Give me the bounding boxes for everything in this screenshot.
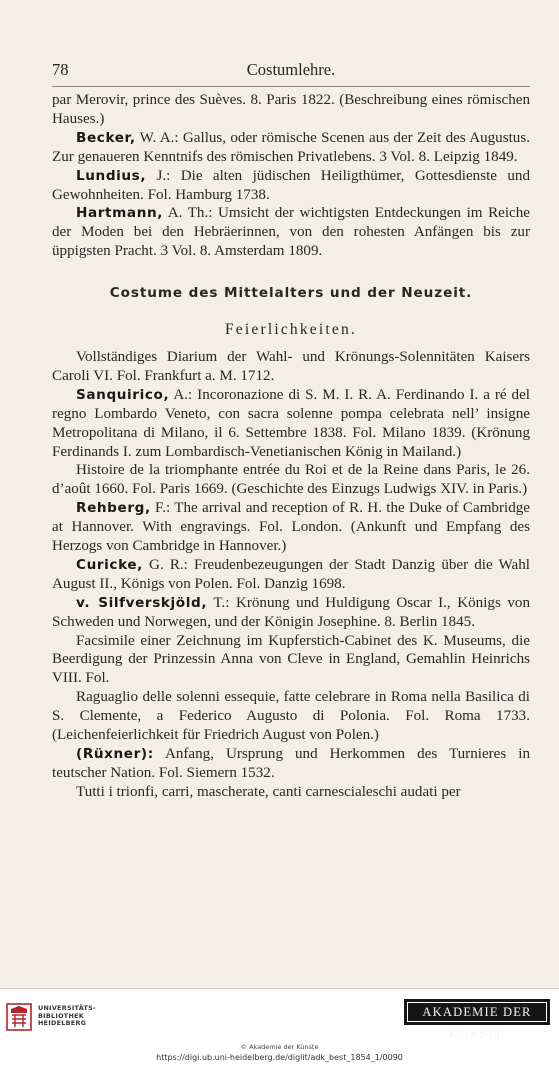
bibliography-paragraph bbox=[52, 461, 530, 499]
entry-author: Sanquirico, bbox=[76, 386, 170, 403]
entry-text: W. A.: Gallus, oder römische Scenen aus der Zeit des Augustus. Zur genaueren Kenntnifs des römischen Privatlebens. 3 Vol. 8. Leipzig 1849. bbox=[52, 129, 530, 165]
bibliography-entry bbox=[52, 499, 530, 556]
bibliography-entry bbox=[52, 204, 530, 261]
entry-author: Hartmann, bbox=[76, 205, 164, 222]
entry-author: Curicke, bbox=[76, 556, 143, 573]
page-number: 78 bbox=[52, 60, 69, 79]
copyright-notice: © Akademie der Künste bbox=[240, 1043, 319, 1051]
university-library-logo[interactable] bbox=[6, 999, 146, 1039]
bibliography-entry bbox=[52, 594, 530, 632]
entry-text: J.: Die alten jüdischen Heiligthümer, Gottesdienste und Gewohnheiten. Fol. Hamburg 1738. bbox=[52, 167, 530, 203]
permalink-url[interactable]: https://digi.ub.uni-heidelberg.de/diglit/adk_best_1854_1/0090 bbox=[156, 1053, 403, 1062]
entry-author: (Rüxner): bbox=[76, 746, 154, 762]
bibliography-paragraph bbox=[52, 688, 530, 745]
entry-text: T.: Krönung und Huldigung Oscar I., Königs von Schweden und Norwegen, und der Königin Josephine. 8. Berlin 1845. bbox=[52, 594, 531, 630]
page-header bbox=[52, 60, 530, 84]
bibliography-entry bbox=[52, 556, 530, 594]
entry-text: Histoire de la triomphante entrée du Roi et de la Reine dans Paris, le 26. d’août 1660. Fol. Paris 1669. (Geschichte des Einzugs Ludwigs XIV. in Paris.) bbox=[52, 462, 530, 498]
bibliography-paragraph bbox=[52, 348, 530, 386]
bibliography-entry bbox=[52, 129, 530, 167]
bibliography-paragraph bbox=[52, 783, 530, 802]
entry-author: v. Silfverskjöld, bbox=[76, 594, 208, 611]
entry-text: Tutti i trionfi, carri, mascherate, canti carnescialeschi audati per bbox=[76, 783, 461, 800]
bibliography-entry bbox=[52, 167, 530, 205]
viewer-footer bbox=[0, 988, 559, 1066]
entry-text: F.: The arrival and reception of R. H. the Duke of Cambridge at Hannover. With engravings. Fol. London. (Ankunft und Empfang des Herzogs von Cambridge in Hannover.) bbox=[52, 500, 530, 555]
entry-text: G. R.: Freudenbezeugungen der Stadt Danzig über die Wahl August II., Königs von Polen. Fol. Danzig 1698. bbox=[52, 556, 530, 592]
entry-text: par Merovir, prince des Suèves. 8. Paris 1822. (Beschreibung eines römischen Hauses.) bbox=[52, 92, 530, 127]
entry-text: Facsimile einer Zeichnung im Kupferstich-Cabinet des K. Museums, die Beerdigung der Prinzessin Anna von Cleve in England, Gemahlin Heinrichs VIII. Fol. bbox=[52, 632, 530, 687]
akademie-der-kuenste-badge[interactable]: AKADEMIE DER KÜNSTE bbox=[404, 999, 550, 1025]
library-logo-icon bbox=[6, 1003, 32, 1031]
entry-text: Vollständiges Diarium der Wahl- und Krönungs-Solennitäten Kaisers Caroli VI. Fol. Frankfurt a. M. 1712. bbox=[52, 348, 530, 384]
continued-paragraph bbox=[52, 91, 530, 129]
entry-text: Raguaglio delle solenni essequie, fatte celebrare in Roma nella Basilica di S. Clemente, a Federico Augusto di Polonia. Fol. Roma 1733. (Leichenfeierlichkeit für Friedrich August von Polen.) bbox=[52, 689, 530, 744]
section-heading: Costume des Mittelalters und der Neuzeit. bbox=[109, 285, 473, 302]
entry-author: Lundius, bbox=[76, 167, 147, 184]
library-logo-text: UNIVERSITÄTS- BIBLIOTHEK HEIDELBERG bbox=[38, 1004, 96, 1028]
entry-author: Becker, bbox=[76, 129, 136, 146]
entry-author: Rehberg, bbox=[76, 500, 151, 517]
subsection-heading: Feierlichkeiten. bbox=[224, 321, 358, 339]
entry-text: A.: Incoronazione di S. M. I. R. A. Ferdinando I. a ré del regno Lombardo Veneto, con sacra solenne pompa celebrata nell’ insigne Metropolitana di Milano, il 6. Settembre 1838. Fol. Milano 1839. (Krönung Ferdinands I. zum Lombardisch-Venetianischen König in Mailand.) bbox=[52, 386, 530, 460]
bibliography-entry bbox=[52, 386, 530, 462]
bibliography-paragraph bbox=[52, 632, 530, 689]
running-title: Costumlehre. bbox=[246, 60, 336, 79]
header-rule bbox=[52, 86, 530, 87]
entry-text: Anfang, Ursprung und Herkommen des Turnieres in teutscher Nation. Fol. Siemern 1532. bbox=[52, 746, 530, 781]
bibliography-entry bbox=[52, 745, 530, 783]
entry-text: A. Th.: Umsicht der wichtigsten Entdeckungen im Reiche der Moden bei den Hebräerinnen, von den rohesten Anfängen bis zur üppigsten Pracht. 3 Vol. 8. Amsterdam 1809. bbox=[52, 205, 530, 260]
page-body bbox=[52, 91, 530, 802]
